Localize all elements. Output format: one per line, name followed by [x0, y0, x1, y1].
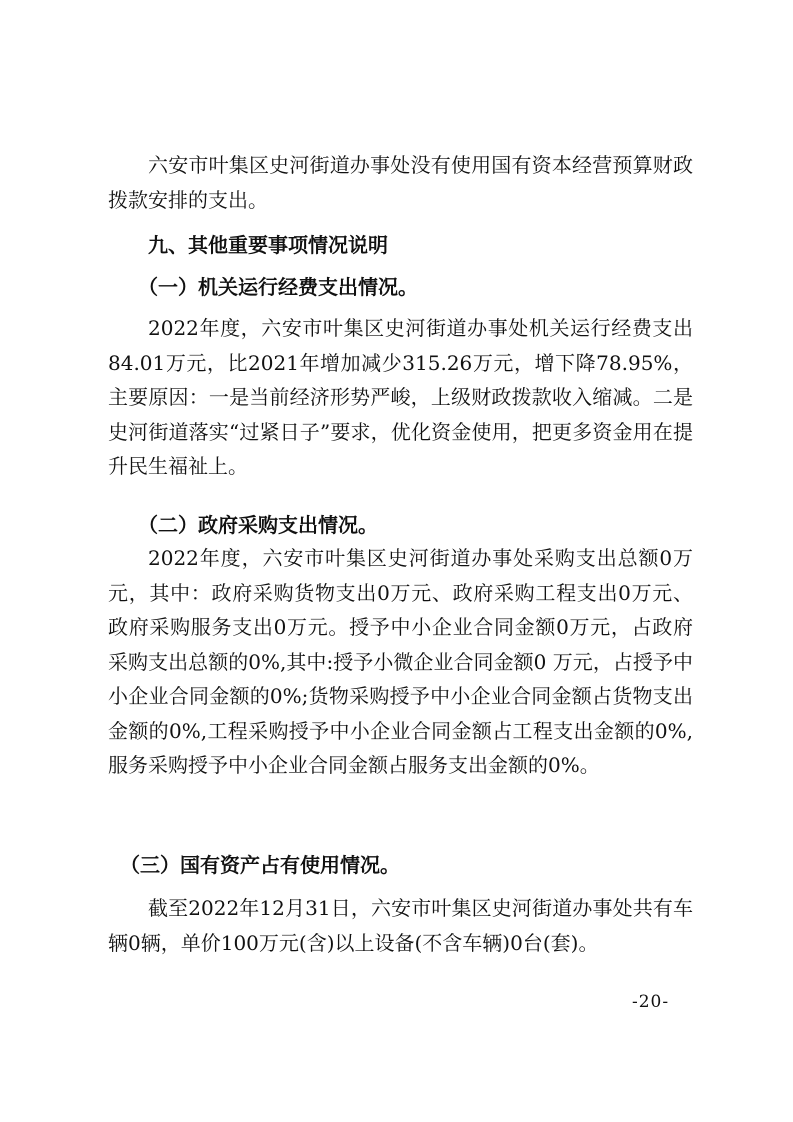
- section-heading-other-matters: 九、其他重要事项情况说明: [148, 233, 388, 257]
- paragraph-state-assets: 截至2022年12月31日，六安市叶集区史河街道办事处共有车辆0辆，单价100万元(含)以上设备(不含车辆)0台(套)。: [108, 896, 693, 955]
- subheading-state-assets: （三）国有资产占有使用情况。: [120, 853, 400, 877]
- subheading-operating-expenses: （一）机关运行经费支出情况。: [138, 275, 418, 299]
- paragraph-state-capital-budget: 六安市叶集区史河街道办事处没有使用国有资本经营预算财政拨款安排的支出。: [108, 153, 693, 212]
- subheading-government-procurement: （二）政府采购支出情况。: [138, 513, 378, 537]
- paragraph-operating-expenses: 2022年度，六安市叶集区史河街道办事处机关运行经费支出84.01万元，比2021年增加减少315.26万元，增下降78.95%，主要原因：一是当前经济形势严峻，上级财政拨款收入缩减。二是史河街道落实“过紧日子”要求，优化资金使用，把更多资金用在提升民生福祉上。: [108, 316, 693, 478]
- paragraph-government-procurement: 2022年度，六安市叶集区史河街道办事处采购支出总额0万元，其中：政府采购货物支出0万元、政府采购工程支出0万元、政府采购服务支出0万元。授予中小企业合同金额0万元，占政府采购支出总额的0%,其中:授予小微企业合同金额0 万元，占授予中小企业合同金额的0%;货物采购授予中小企业合同金额占货物支出金额的0%,工程采购授予中小企业合同金额占工程支出金额的0%,服务采购授予中小企业合同金额占服务支出金额的0%。: [108, 546, 693, 777]
- page-number: -20-: [632, 992, 670, 1012]
